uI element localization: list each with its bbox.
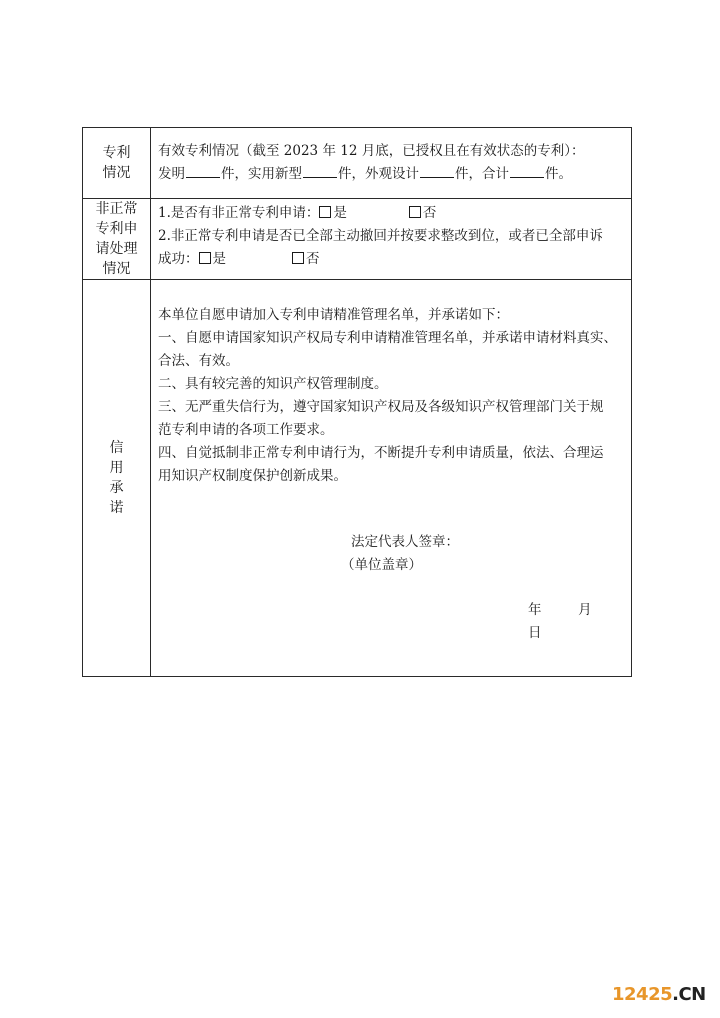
legal-rep-signature: 法定代表人签章： bbox=[351, 534, 459, 550]
application-form-table bbox=[82, 127, 632, 677]
credit-label: 信 用 承 诺 bbox=[83, 280, 151, 677]
site-watermark: 12425.CN bbox=[612, 984, 706, 1005]
pledge-item-4: 四、自觉抵制非正常专利申请行为，不断提升专利申请质量，依法、合理运 bbox=[158, 445, 604, 461]
pledge-item-1-cont: 合法、有效。 bbox=[158, 353, 239, 369]
credit-row bbox=[83, 280, 632, 677]
patent-count-line: 发明 件，实用新型 件，外观设计 件，合计 件。 bbox=[158, 163, 625, 186]
pledge-item-1: 一、自愿申请国家知识产权局专利申请精准管理名单，并承诺申请材料真实、 bbox=[158, 330, 617, 346]
patent-label bbox=[83, 128, 151, 199]
date-year: 年 bbox=[528, 602, 542, 618]
date-day: 日 bbox=[528, 625, 542, 641]
abnormal-q2-answer: 成功： 是 否 bbox=[158, 251, 320, 267]
date-month: 月 bbox=[578, 602, 592, 618]
pledge-item-3-cont: 范专利申请的各项工作要求。 bbox=[158, 422, 334, 438]
patent-label-line: 情况 bbox=[102, 165, 131, 181]
credit-content bbox=[151, 280, 632, 677]
patent-content bbox=[151, 128, 632, 199]
abnormal-q2-text: 2.非正常专利申请是否已全部主动撤回并按要求整改到位，或者已全部申诉 bbox=[158, 228, 603, 244]
design-count-blank[interactable] bbox=[420, 163, 454, 178]
date-line bbox=[158, 599, 625, 645]
abnormal-label: 非正常 专利申 请处理 情况 bbox=[83, 199, 151, 280]
utility-count-blank[interactable] bbox=[303, 163, 337, 178]
patent-label-line: 专利 bbox=[102, 145, 131, 161]
unit-seal: （单位盖章） bbox=[341, 557, 422, 573]
abnormal-q1: 1.是否有非正常专利申请： 是 否 bbox=[158, 205, 437, 221]
pledge-intro: 本单位自愿申请加入专利申请精准管理名单，并承诺如下： bbox=[158, 307, 509, 323]
q1-yes-checkbox[interactable] bbox=[319, 206, 331, 218]
abnormal-content bbox=[151, 199, 632, 280]
total-count-blank[interactable] bbox=[510, 163, 544, 178]
q1-no-checkbox[interactable] bbox=[409, 206, 421, 218]
q2-yes-checkbox[interactable] bbox=[199, 252, 211, 264]
patent-row bbox=[83, 128, 632, 199]
pledge-item-2: 二、具有较完善的知识产权管理制度。 bbox=[158, 376, 388, 392]
q2-no-checkbox[interactable] bbox=[292, 252, 304, 264]
abnormal-row bbox=[83, 199, 632, 280]
pledge-item-4-cont: 用知识产权制度保护创新成果。 bbox=[158, 468, 347, 484]
patent-status-text: 有效专利情况（截至 2023 年 12 月底，已授权且在有效状态的专利）： bbox=[158, 143, 585, 159]
invention-count-blank[interactable] bbox=[186, 163, 220, 178]
pledge-item-3: 三、无严重失信行为，遵守国家知识产权局及各级知识产权管理部门关于规 bbox=[158, 399, 604, 415]
